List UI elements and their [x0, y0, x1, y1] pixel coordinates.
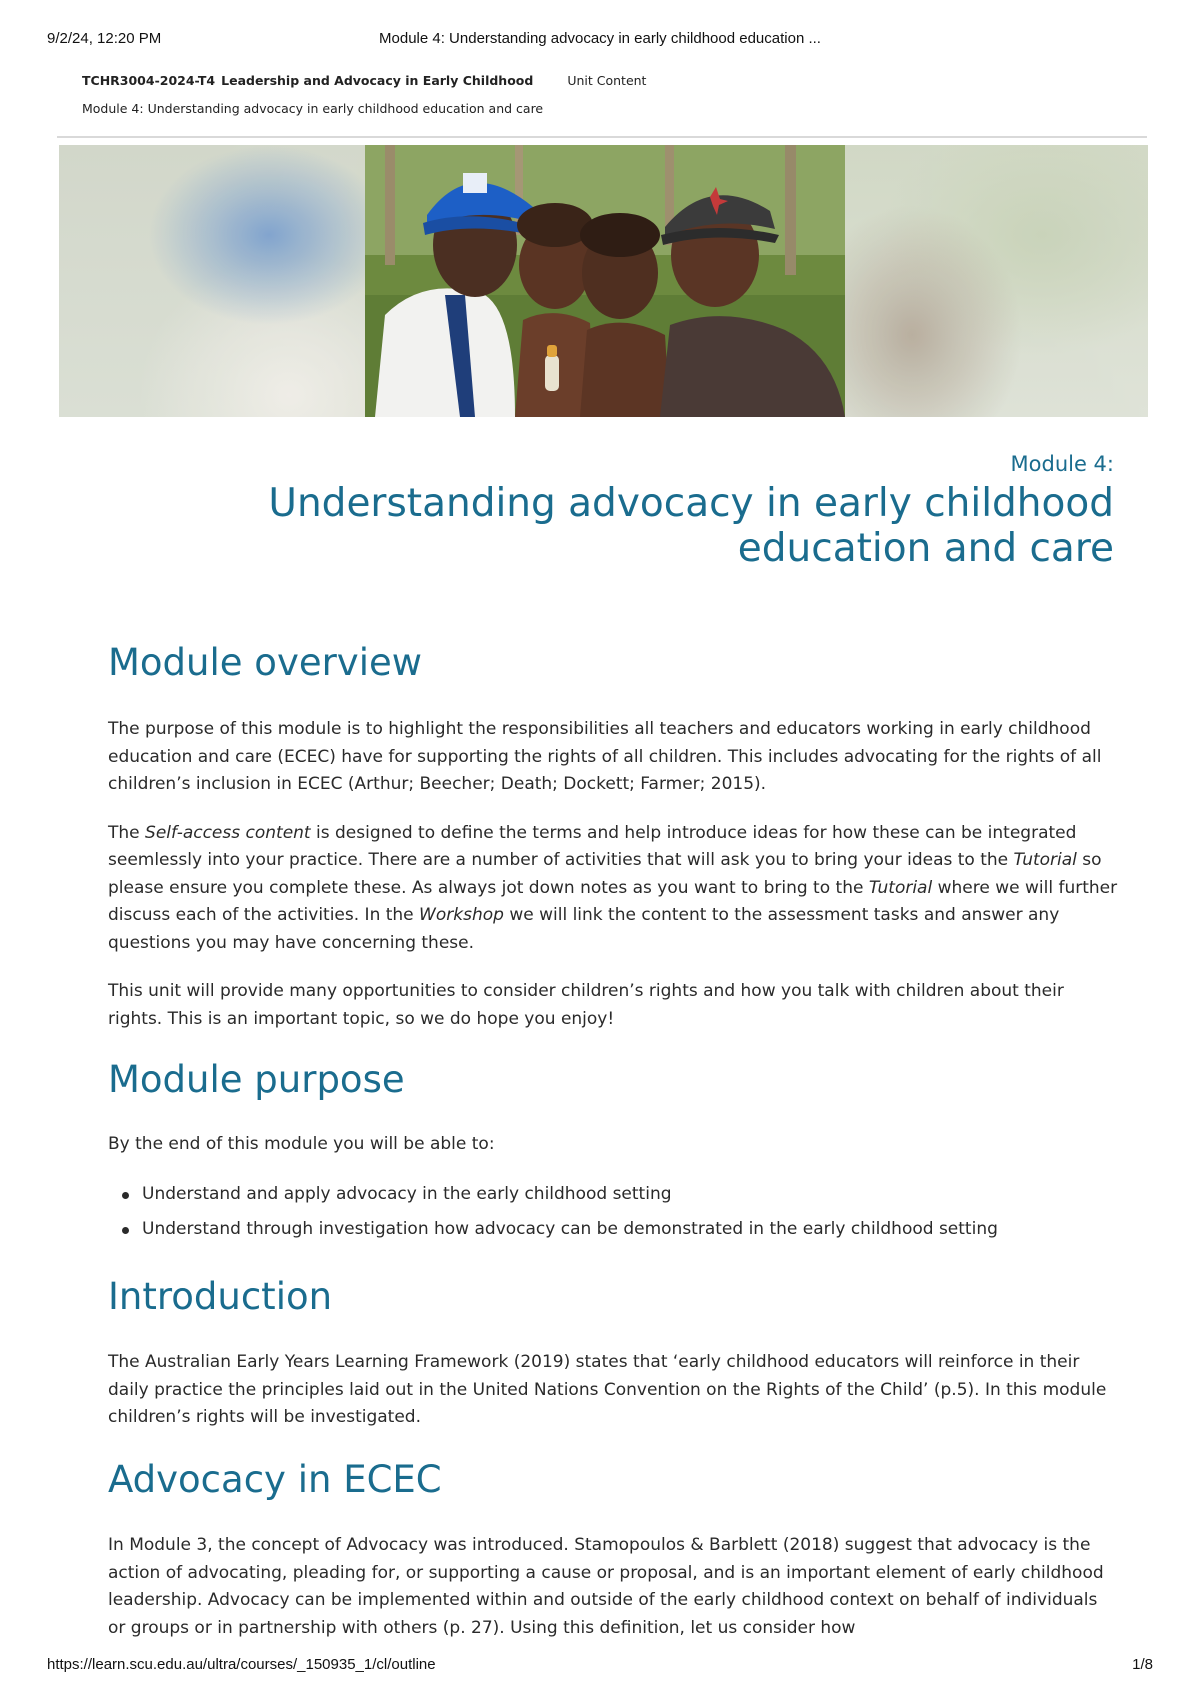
purpose-item-text: Understand through investigation how advocacy can be demonstrated in the early childhood setting — [142, 1218, 998, 1239]
purpose-heading: Module purpose — [108, 1058, 405, 1101]
purpose-body — [108, 1131, 1118, 1243]
overview-p2-text: The — [108, 822, 146, 843]
print-page-number: 1/8 — [1132, 1656, 1153, 1673]
purpose-item-text: Understand and apply advocacy in the early childhood setting — [142, 1183, 672, 1204]
print-document-title: Module 4: Understanding advocacy in early childhood education ... — [379, 30, 821, 47]
introduction-paragraph: The Australian Early Years Learning Framework (2019) states that ‘early childhood educators will reinforce in their daily practice the principles laid out in the United Nations Convention on the Rights of the Child’ (p.5). In this module children’s rights will be investigated. — [108, 1352, 1107, 1427]
banner-blurred-left — [59, 145, 365, 417]
overview-paragraph-3: This unit will provide many opportunities to consider children’s rights and how you talk with children about their rights. This is an important topic, so we do hope you enjoy! — [108, 981, 1064, 1029]
breadcrumb-current-page: Module 4: Understanding advocacy in early childhood education and care — [82, 101, 544, 116]
breadcrumb-course-code[interactable]: TCHR3004-2024-T4 — [82, 73, 216, 88]
advocacy-heading: Advocacy in ECEC — [108, 1458, 442, 1501]
overview-paragraph-2 — [108, 820, 1118, 958]
banner-photo — [365, 145, 845, 417]
print-datetime: 9/2/24, 12:20 PM — [47, 30, 162, 47]
module-number-label: Module 4: — [1010, 452, 1114, 476]
advocacy-section — [108, 1458, 1118, 1501]
breadcrumb — [82, 73, 646, 88]
introduction-heading: Introduction — [108, 1275, 333, 1318]
overview-body — [108, 716, 1118, 1033]
introduction-section — [108, 1275, 1118, 1318]
overview-section — [108, 641, 1118, 684]
advocacy-paragraph: In Module 3, the concept of Advocacy was introduced. Stamopoulos & Barblett (2018) suggest that advocacy is the action of advocating, pleading for, or supporting a cause or proposal, and is an important element of early childhood leadership. Advocacy can be implemented within and outside of the early childhood context on behalf of individuals or groups or in partnership with others (p. 27). Using this definition, let us consider how — [108, 1535, 1104, 1638]
header-divider — [57, 136, 1147, 138]
purpose-list — [108, 1181, 1118, 1243]
print-url: https://learn.scu.edu.au/ultra/courses/_150935_1/cl/outline — [47, 1656, 436, 1673]
module-title-line-1: Understanding advocacy in early childhood — [268, 481, 1114, 526]
overview-heading: Module overview — [108, 641, 423, 684]
overview-p2-tutorial: Tutorial — [1013, 850, 1077, 870]
list-item — [108, 1181, 1118, 1208]
overview-p2-text: where we will further discuss each of the activities. In the — [108, 877, 1118, 925]
list-item — [108, 1216, 1118, 1243]
purpose-intro: By the end of this module you will be able to: — [108, 1134, 495, 1154]
breadcrumb-unit-content[interactable]: Unit Content — [567, 73, 647, 88]
bullet-icon — [122, 1192, 129, 1199]
module-banner — [59, 145, 1148, 417]
module-title — [214, 481, 1114, 571]
module-title-line-2: education and care — [737, 526, 1114, 571]
banner-blurred-right — [842, 145, 1148, 417]
breadcrumb-course-name[interactable]: Leadership and Advocacy in Early Childhood — [221, 73, 534, 88]
overview-paragraph-1: The purpose of this module is to highlight the responsibilities all teachers and educators working in early childhood education and care (ECEC) have for supporting the rights of all children. This includes advocating for the rights of all children’s inclusion in ECEC (Arthur; Beecher; Death; Dockett; Farmer; 2015). — [108, 719, 1102, 794]
print-header — [47, 30, 1153, 50]
overview-p2-workshop: Workshop — [419, 905, 504, 925]
overview-p2-text: we will link the content to the assessment tasks and answer any questions you may have concerning these. — [108, 905, 1060, 953]
overview-p2-text: is designed to define the terms and help introduce ideas for how these can be integrated seemlessly into your practice. There are a number of activities that will ask you to bring your ideas to the — [108, 822, 1077, 870]
overview-p2-text: so please ensure you complete these. As always jot down notes as you want to bring to the — [108, 850, 1102, 898]
introduction-body — [108, 1349, 1118, 1432]
advocacy-body — [108, 1532, 1118, 1642]
overview-p2-self-access: Self-access content — [145, 822, 311, 843]
purpose-section — [108, 1058, 1118, 1101]
bullet-icon — [122, 1227, 129, 1234]
print-footer — [47, 1656, 1153, 1676]
overview-p2-tutorial: Tutorial — [868, 877, 933, 898]
